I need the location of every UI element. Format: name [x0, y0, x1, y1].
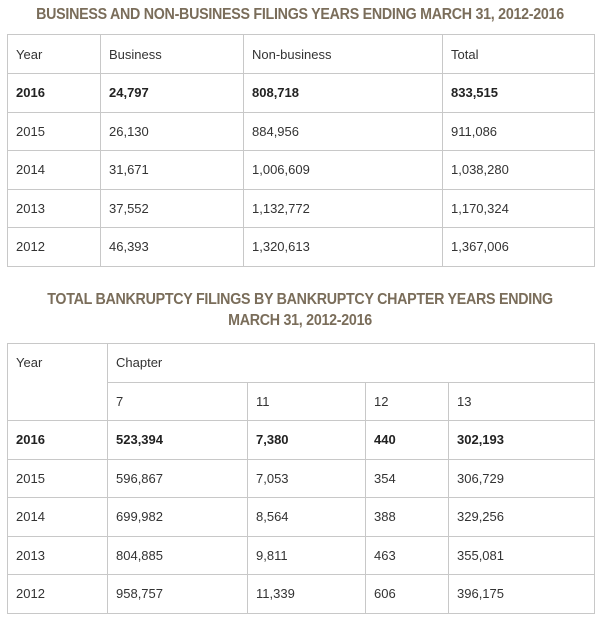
table-row — [8, 459, 595, 498]
chapter-cell: 12 — [366, 382, 449, 421]
header-cell: Business — [101, 35, 244, 74]
chapter-filings-table — [7, 343, 595, 614]
table-row — [8, 536, 595, 575]
table-cell: 911,086 — [443, 112, 595, 151]
table-header-row — [8, 344, 595, 383]
table-cell: 31,671 — [101, 151, 244, 190]
table-row — [8, 575, 595, 614]
table-row — [8, 112, 595, 151]
table-cell: 306,729 — [449, 459, 595, 498]
table-cell: 833,515 — [443, 74, 595, 113]
table-cell: 388 — [366, 498, 449, 537]
table-header-row — [8, 35, 595, 74]
table-cell: 9,811 — [248, 536, 366, 575]
table-cell: 958,757 — [108, 575, 248, 614]
table-cell: 7,380 — [248, 421, 366, 460]
table-cell: 354 — [366, 459, 449, 498]
table-cell: 440 — [366, 421, 449, 460]
table-cell: 523,394 — [108, 421, 248, 460]
table-cell: 606 — [366, 575, 449, 614]
chapter-cell: 13 — [449, 382, 595, 421]
table-cell: 355,081 — [449, 536, 595, 575]
table-cell: 1,170,324 — [443, 189, 595, 228]
table-cell: 596,867 — [108, 459, 248, 498]
table-cell: 24,797 — [101, 74, 244, 113]
table-cell: 2016 — [8, 421, 108, 460]
table-cell: 2013 — [8, 536, 108, 575]
table-row — [8, 498, 595, 537]
table1-title: BUSINESS AND NON-BUSINESS FILINGS YEARS ENDING MARCH 31, 2012-2016 — [36, 6, 564, 23]
table-cell: 46,393 — [101, 228, 244, 267]
table-cell: 804,885 — [108, 536, 248, 575]
header-cell: Non-business — [244, 35, 443, 74]
table-row — [8, 228, 595, 267]
table-cell: 2014 — [8, 151, 101, 190]
chapter-cell: 11 — [248, 382, 366, 421]
table-cell: 1,132,772 — [244, 189, 443, 228]
table-cell: 2015 — [8, 459, 108, 498]
table-cell: 2013 — [8, 189, 101, 228]
table-cell: 699,982 — [108, 498, 248, 537]
table-cell: 2015 — [8, 112, 101, 151]
table-cell: 884,956 — [244, 112, 443, 151]
chapter-cell: 7 — [108, 382, 248, 421]
table-cell: 1,320,613 — [244, 228, 443, 267]
table-row — [8, 151, 595, 190]
table-row — [8, 74, 595, 113]
business-filings-table — [7, 34, 595, 267]
table-cell: 1,006,609 — [244, 151, 443, 190]
table-cell: 37,552 — [101, 189, 244, 228]
table-cell: 463 — [366, 536, 449, 575]
table-cell: 8,564 — [248, 498, 366, 537]
table-cell: 808,718 — [244, 74, 443, 113]
table-cell: 302,193 — [449, 421, 595, 460]
table-cell: 2012 — [8, 575, 108, 614]
header-cell-year: Year — [8, 344, 108, 421]
table-cell: 1,367,006 — [443, 228, 595, 267]
table-cell: 2012 — [8, 228, 101, 267]
table-row — [8, 189, 595, 228]
table-cell: 2016 — [8, 74, 101, 113]
table-cell: 26,130 — [101, 112, 244, 151]
table-cell: 11,339 — [248, 575, 366, 614]
table-cell: 396,175 — [449, 575, 595, 614]
header-cell-chapter: Chapter — [108, 344, 595, 383]
header-cell: Year — [8, 35, 101, 74]
table-cell: 1,038,280 — [443, 151, 595, 190]
table-row — [8, 421, 595, 460]
table2-title: TOTAL BANKRUPTCY FILINGS BY BANKRUPTCY CHAPTER YEARS ENDING MARCH 31, 2012-2016 — [47, 291, 553, 329]
table-cell: 2014 — [8, 498, 108, 537]
table-cell: 7,053 — [248, 459, 366, 498]
table-cell: 329,256 — [449, 498, 595, 537]
header-cell: Total — [443, 35, 595, 74]
